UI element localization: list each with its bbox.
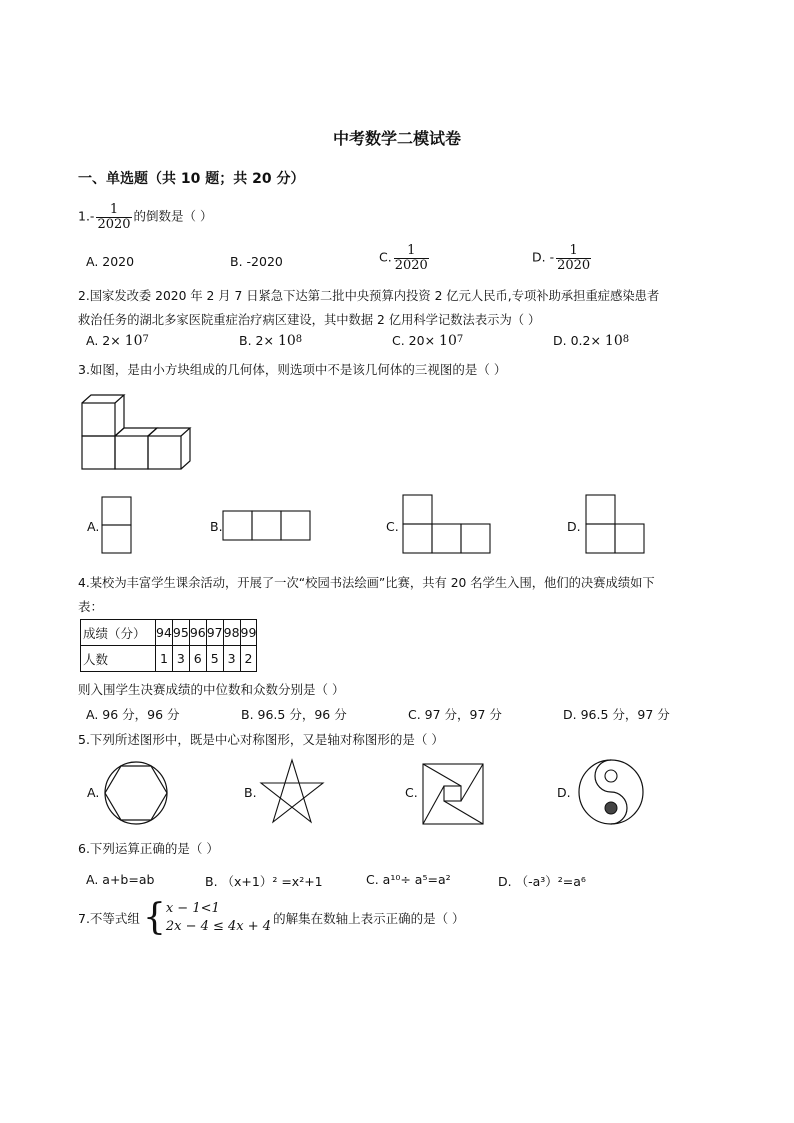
q2-option-c: C. $20\times 10^7$ — [392, 333, 464, 349]
q5-option-a-label: A. — [87, 785, 100, 800]
q7-prefix: 7.不等式组 — [78, 911, 140, 927]
q7-brace: { — [142, 897, 166, 939]
yin-yang-icon — [576, 757, 646, 827]
q1-option-a: A. 2020 — [86, 254, 135, 269]
q3-option-d-view — [585, 494, 647, 556]
q4-option-b: B. 96.5 分，96 分 — [241, 707, 347, 722]
table-header-cell: 96 — [189, 620, 206, 646]
q3-option-d-label: D. — [567, 519, 581, 534]
page-title: 中考数学二模试卷 — [332, 129, 461, 148]
q7-suffix: 的解集在数轴上表示正确的是（ ） — [273, 911, 465, 927]
q5-option-d-label: D. — [557, 785, 571, 800]
hexagon-in-circle-icon — [101, 760, 171, 826]
star-icon — [259, 758, 325, 826]
q6-option-d: D. （-a³）²=a⁶ — [498, 874, 586, 889]
table-cell: 5 — [206, 646, 223, 672]
q7-inequality-1: x − 1<1 — [165, 901, 220, 916]
question-1 — [78, 203, 213, 231]
q3-option-a-label: A. — [87, 519, 100, 534]
table-header-cell: 98 — [223, 620, 240, 646]
table-row — [81, 646, 257, 672]
table-header-cell: 95 — [172, 620, 189, 646]
table-cell: 人数 — [81, 646, 156, 672]
q1-suffix: 的倒数是（ ） — [133, 208, 213, 224]
q2-line-1: 2.国家发改委 2020 年 2 月 7 日紧急下达第二批中央预算内投资 2 亿元人民币,专项补助承担重症感染患者 — [78, 289, 660, 303]
q3-option-b-view — [222, 510, 312, 542]
q3-option-c-label: C. — [386, 519, 399, 534]
q6-text: 6.下列运算正确的是（ ） — [78, 841, 219, 856]
score-table — [80, 619, 257, 672]
q6-option-c: C. a¹⁰÷ a⁵=a² — [366, 872, 451, 887]
table-cell: 1 — [156, 646, 173, 672]
q1-option-c: C. $\frac{1}{2020}$ — [379, 243, 428, 273]
q6-option-a: A. a+b=ab — [86, 872, 155, 887]
q4-line-2: 表： — [78, 599, 104, 614]
table-cell: 3 — [223, 646, 240, 672]
q2-line-2: 救治任务的湖北多家医院重症治疗病区建设，其中数据 2 亿用科学记数法表示为（ ） — [78, 313, 541, 327]
table-row — [81, 620, 257, 646]
table-header-cell: 成绩（分） — [81, 620, 156, 646]
table-header-cell: 97 — [206, 620, 223, 646]
q1-option-d: D. - $\frac{1}{2020}$ — [532, 243, 591, 273]
q3-text: 3.如图，是由小方块组成的几何体，则选项中不是该几何体的三视图的是（ ） — [78, 362, 507, 377]
pinwheel-square-icon — [421, 762, 485, 826]
table-cell: 2 — [240, 646, 257, 672]
table-header-cell: 99 — [240, 620, 257, 646]
table-cell: 6 — [189, 646, 206, 672]
q3-option-b-label: B. — [210, 519, 223, 534]
section-heading: 一、单选题（共 10 题；共 20 分） — [78, 171, 305, 187]
q3-option-c-view — [402, 494, 494, 556]
q3-option-a-view — [101, 496, 133, 556]
q7-inequality-2: 2x − 4 ≤ 4x + 4 — [165, 919, 272, 935]
q4-option-d: D. 96.5 分，97 分 — [563, 707, 670, 722]
q1-option-b: B. -2020 — [230, 254, 283, 269]
q4-line-1: 4.某校为丰富学生课余活动，开展了一次“校园书法绘画”比赛，共有 20 名学生入围，他们的决赛成绩如下 — [78, 576, 655, 590]
q5-text: 5.下列所述图形中，既是中心对称图形，又是轴对称图形的是（ ） — [78, 732, 444, 747]
q7-inequality-system — [166, 900, 271, 936]
q3-solid-figure — [80, 394, 198, 472]
q4-option-a: A. 96 分，96 分 — [86, 707, 180, 722]
q2-option-b: B. $2\times 10^8$ — [239, 333, 303, 349]
q1-fraction: $\frac{1}{2020}$ — [97, 202, 131, 232]
q2-option-d: D. $0.2\times 10^8$ — [553, 333, 630, 349]
q4-question: 则入围学生决赛成绩的中位数和众数分别是（ ） — [78, 682, 345, 697]
q2-option-a: A. $2\times 10^7$ — [86, 333, 149, 349]
q4-option-c: C. 97 分，97 分 — [408, 707, 502, 722]
q5-option-c-label: C. — [405, 785, 418, 800]
question-7 — [78, 897, 465, 939]
q5-option-b-label: B. — [244, 785, 257, 800]
table-header-cell: 94 — [156, 620, 173, 646]
q1-prefix: 1.- — [78, 208, 95, 224]
q6-option-b: B. （x+1）² =x²+1 — [205, 874, 323, 889]
table-cell: 3 — [172, 646, 189, 672]
